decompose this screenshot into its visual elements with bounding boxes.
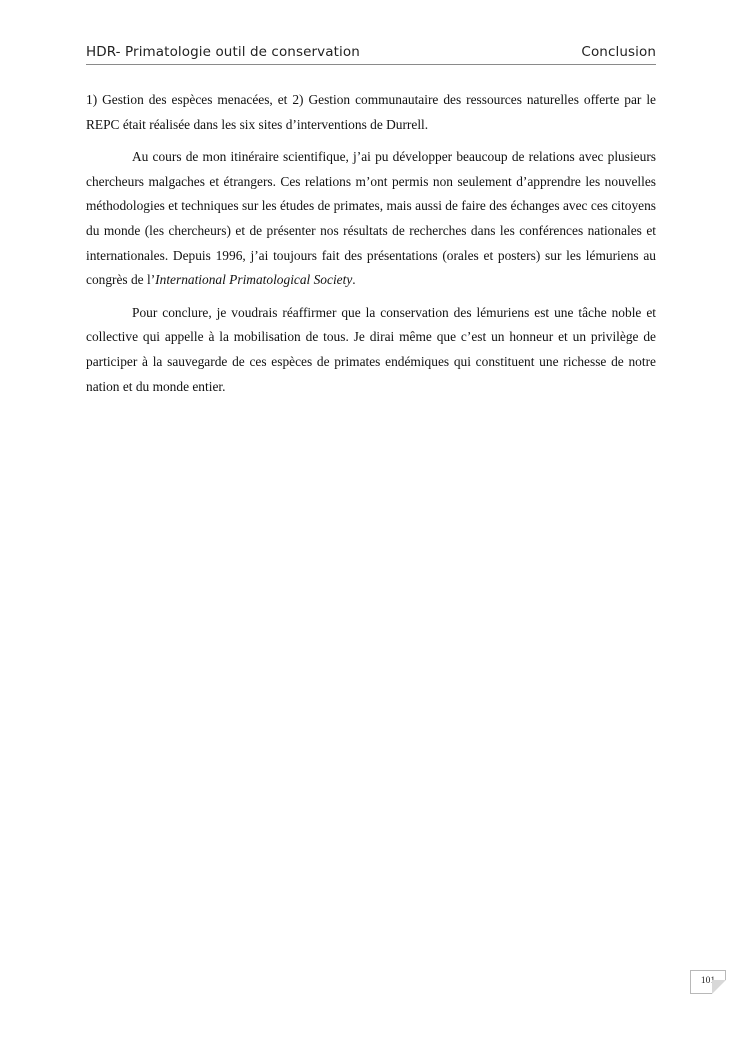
header-section-title: Conclusion bbox=[581, 44, 656, 60]
paragraph-1: 1) Gestion des espèces menacées, et 2) Gestion communautaire des ressources naturelles offerte par le REPC était réalisée dans les six sites d’interventions de Durrell. bbox=[86, 92, 656, 132]
header-document-title: HDR- Primatologie outil de conservation bbox=[86, 44, 360, 60]
page-header bbox=[86, 42, 656, 65]
body-text bbox=[86, 88, 656, 407]
paragraph-2-end: . bbox=[352, 272, 356, 288]
page-number: 101 bbox=[700, 976, 716, 986]
society-name: International Primatological Society bbox=[155, 272, 353, 288]
paragraph-2 bbox=[86, 145, 656, 293]
page-number-box bbox=[690, 970, 726, 994]
paragraph-2-text: Au cours de mon itinéraire scientifique, j’ai pu développer beaucoup de relations avec plusieurs chercheurs malgaches et étrangers. Ces relations m’ont permis non seulement d’apprendre les nouvelles méthodologies et techniques sur les études de primates, mais aussi de faire des échanges avec ces citoyens du monde (les chercheurs) et de présenter nos résultats de recherches dans les conférences nationales et internationales. Depuis 1996, j’ai toujours fait des présentations (orales et posters) sur les lémuriens au congrès de l’ bbox=[86, 149, 656, 288]
paragraph-3: Pour conclure, je voudrais réaffirmer que la conservation des lémuriens est une tâche noble et collective qui appelle à la mobilisation de tous. Je dirai même que c’est un honneur et un privilège de participer à la sauvegarde de ces espèces de primates endémiques qui constituent une richesse de notre nation et du monde entier. bbox=[86, 304, 656, 394]
